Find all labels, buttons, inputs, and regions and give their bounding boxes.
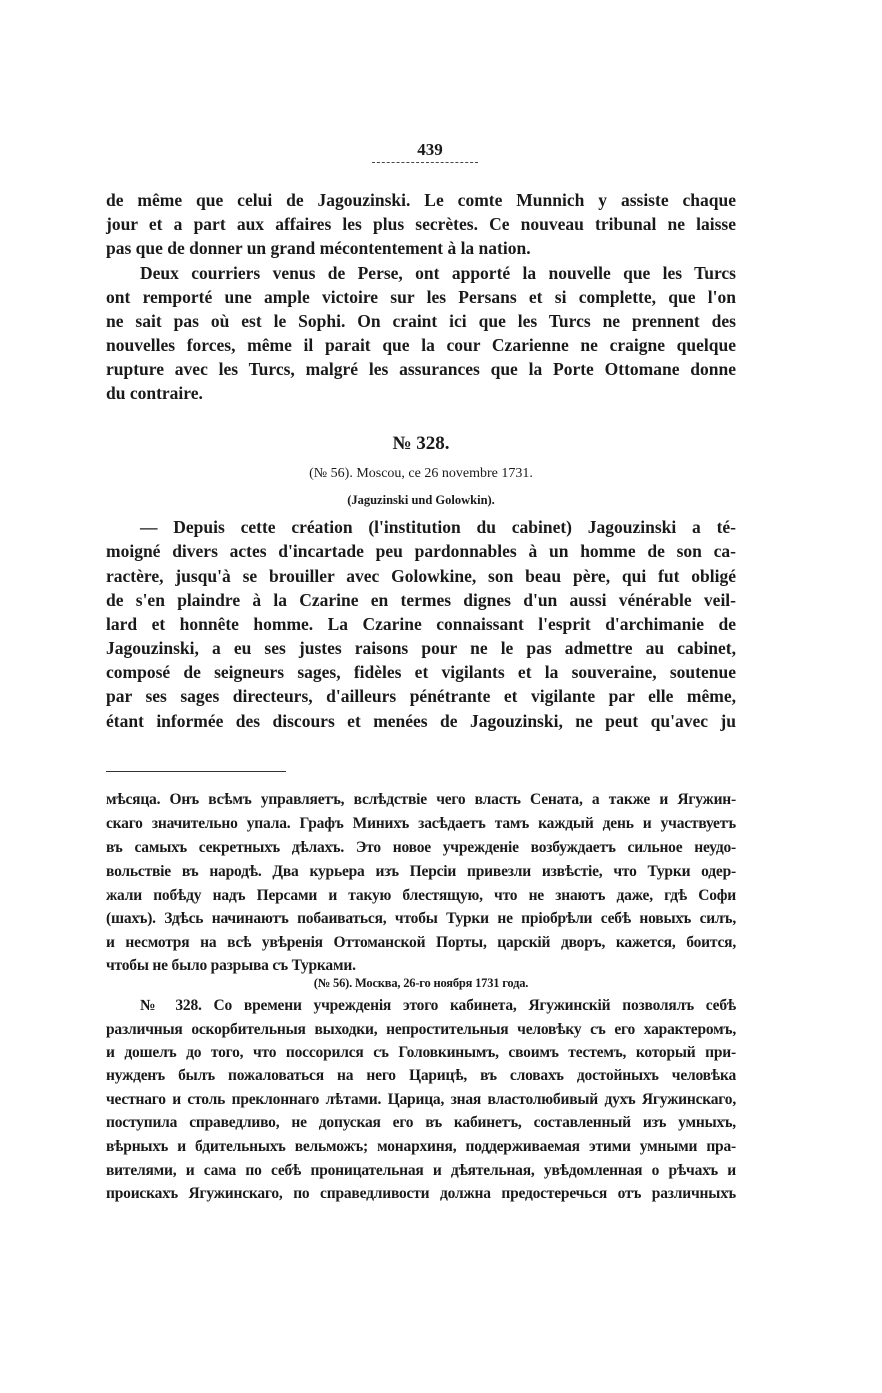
subtitle: (Jaguzinski und Golowkin). <box>347 493 495 507</box>
text-line: de s'en plaindre à la Czarine en termes dignes d'un aussi vénérable veil- <box>106 590 736 610</box>
text-line: étant informée des discours et menées de Jagouzinski, ne peut qu'avec ju <box>106 711 736 731</box>
text-line: нужденъ былъ пожаловаться на него Царицѣ, въ словахъ достойныхъ человѣка <box>106 1067 736 1084</box>
text-line: скаго значительно упала. Графъ Минихъ засѣдаетъ тамъ каждый день и участвуетъ <box>106 815 736 832</box>
dateline: (№ 56). Moscou, ce 26 novembre 1731. <box>309 466 533 481</box>
document-heading: № 328. <box>392 433 450 454</box>
page-number: 439 <box>417 140 443 159</box>
russian-dateline: (№ 56). Москва, 26-го ноября 1731 года. <box>313 976 529 990</box>
footnote-divider <box>106 771 286 772</box>
text-line: composé de seigneurs sages, fidèles et vigilants et la souveraine, soutenue <box>106 662 736 682</box>
text-line: jour et a part aux affaires les plus secrètes. Ce nouveau tribunal ne laisse <box>106 214 736 234</box>
text-line: мѣсяца. Онъ всѣмъ управляетъ, вслѣдствіе чего власть Сената, а также и Ягужин- <box>106 791 736 808</box>
text-line: ractère, jusqu'à se brouiller avec Golowkine, son beau père, qui fut obligé <box>106 566 736 586</box>
text-line: rupture avec les Turcs, malgré les assurances que la Porte Ottomane donne <box>106 359 736 379</box>
text-line: и несмотря на всѣ увѣренія Оттоманской Порты, царскій дворъ, кажется, боится, <box>106 934 736 951</box>
text-line: lard et honnête homme. La Czarine connaissant l'esprit d'archimanie de <box>106 614 736 634</box>
text-line: вѣрныхъ и бдительныхъ вельможъ; монархиня, поддерживаемая этими умными пра- <box>106 1138 736 1155</box>
text-line: чтобы не было разрыва съ Турками. <box>106 957 356 974</box>
text-line: ont remporté une ample victoire sur les Persans et si complette, que l'on <box>106 287 736 307</box>
text-line: въ самыхъ секретныхъ дѣлахъ. Это новое учрежденіе возбуждаетъ сильное неудо- <box>106 839 736 856</box>
text-line: жали побѣду надъ Персами и такую блестящую, что не знаютъ даже, гдѣ Софи <box>106 887 736 904</box>
text-line: поступила справедливо, не допуская его въ кабинетъ, составленный изъ умныхъ, <box>106 1114 736 1131</box>
text-line: du contraire. <box>106 383 203 403</box>
text-line: проискахъ Ягужинскаго, по справедливости должна предостеречься отъ различныхъ <box>106 1185 736 1202</box>
text-line: (шахъ). Здѣсь начинаютъ побаиваться, чтобы Турки не пріобрѣли себѣ новыхъ силъ, <box>106 910 736 927</box>
text-line: и дошелъ до того, что поссорился съ Головкинымъ, своимъ тестемъ, который при- <box>106 1044 736 1061</box>
text-line: nouvelles forces, même il parait que la cour Czarienne ne craigne quelque <box>106 335 736 355</box>
text-line: вольствіе въ народѣ. Два курьера изъ Персіи привезли извѣстіе, что Турки одер- <box>106 863 736 880</box>
text-line: — Depuis cette création (l'institution du cabinet) Jagouzinski a té- <box>140 517 736 537</box>
page-number-rule <box>372 162 478 163</box>
text-line: pas que de donner un grand mécontentement à la nation. <box>106 238 531 258</box>
text-line: № 328. Со времени учрежденія этого кабинета, Ягужинскій позволялъ себѣ <box>140 997 736 1014</box>
text-line: par ses sages directeurs, d'ailleurs pénétrante et vigilante par elle même, <box>106 686 736 706</box>
text-line: ne sait pas où est le Sophi. On craint ici que les Turcs ne prennent des <box>106 311 736 331</box>
text-line: moigné divers actes d'incartade peu pardonnables à un homme de son ca- <box>106 541 736 561</box>
text-line: Jagouzinski, a eu ses justes raisons pour ne le pas admettre au cabinet, <box>106 638 736 658</box>
text-line: Deux courriers venus de Perse, ont apporté la nouvelle que les Turcs <box>140 263 736 283</box>
text-line: вителями, и сама по себѣ проницательная и дѣятельная, увѣдомленная о рѣчахъ и <box>106 1162 736 1179</box>
text-line: de même que celui de Jagouzinski. Le comte Munnich y assiste chaque <box>106 190 736 210</box>
text-line: различныя оскорбительныя выходки, непростительныя человѣку съ его характеромъ, <box>106 1021 736 1038</box>
text-line: честнаго и столь преклоннаго лѣтами. Царица, зная властолюбивый духъ Ягужинскаго, <box>106 1091 736 1108</box>
